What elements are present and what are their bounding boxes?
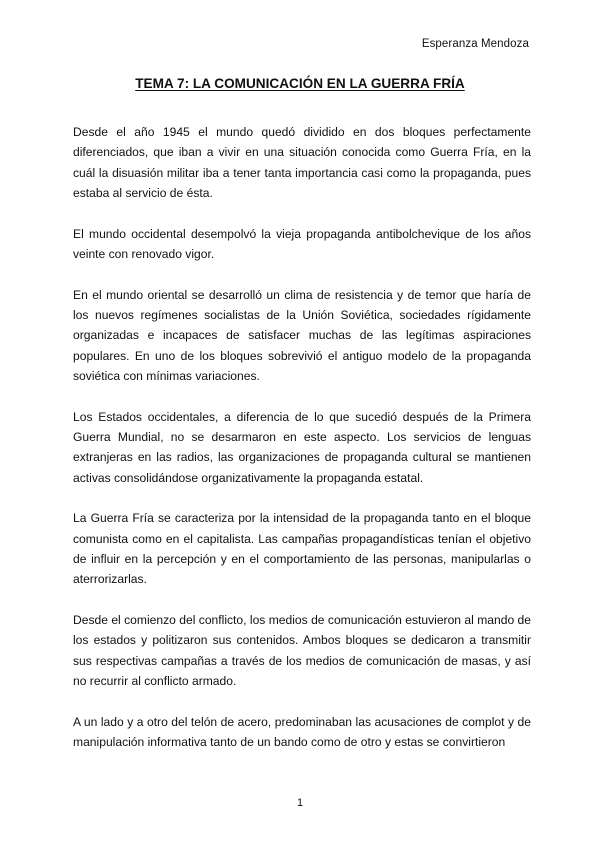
paragraph-7: A un lado y a otro del telón de acero, predominaban las acusaciones de complot y de manipulación informativa tanto de un bando como de otro y estas se convirtieron (73, 714, 531, 750)
paragraph-6: Desde el comienzo del conflicto, los medios de comunicación estuvieron al mando de los estados y politizaron sus contenidos. Ambos bloques se dedicaron a transmitir sus respectivas campañas a través de los medios de comunicación de masas, y así no recurrir al conflicto armado. (73, 613, 531, 689)
paragraph-4: Los Estados occidentales, a diferencia de lo que sucedió después de la Primera Guerra Mundial, no se desarmaron en este aspecto. Los servicios de lenguas extranjeras en las radios, las organizaciones de propaganda cultural se mantienen activas consolidándose organizativamente la propaganda estatal. (73, 409, 531, 485)
paragraph-2: El mundo occidental desempolvó la vieja propaganda antibolchevique de los años veinte con renovado vigor. (73, 226, 531, 261)
author-header: Esperanza Mendoza (421, 38, 529, 50)
page-number: 1 (296, 797, 304, 809)
document-body (73, 122, 531, 773)
document-title-text: TEMA 7: LA COMUNICACIÓN EN LA GUERRA FRÍA (135, 76, 465, 91)
document-title (0, 76, 600, 91)
paragraph-1: Desde el año 1945 el mundo quedó dividido en dos bloques perfectamente diferenciados, que iban a vivir en una situación conocida como Guerra Fría, en la cuál la disuasión militar iba a tener tanta importancia casi como la propaganda, pues estaba al servicio de ésta. (73, 125, 531, 200)
paragraph-5: La Guerra Fría se caracteriza por la intensidad de la propaganda tanto en el bloque comunista como en el capitalista. Las campañas propagandísticas tenían el objetivo de influir en la percepción y en el comportamiento de las personas, manipularlas o aterrorizarlas. (73, 511, 531, 587)
paragraph-3: En el mundo oriental se desarrolló un clima de resistencia y de temor que haría de los nuevos regímenes socialistas de la Unión Soviética, sociedades rígidamente organizadas e incapaces de satisfacer muchas de las legítimas aspiraciones populares. En uno de los bloques sobrevivió el antiguo modelo de la propaganda soviética con mínimas variaciones. (73, 287, 531, 383)
